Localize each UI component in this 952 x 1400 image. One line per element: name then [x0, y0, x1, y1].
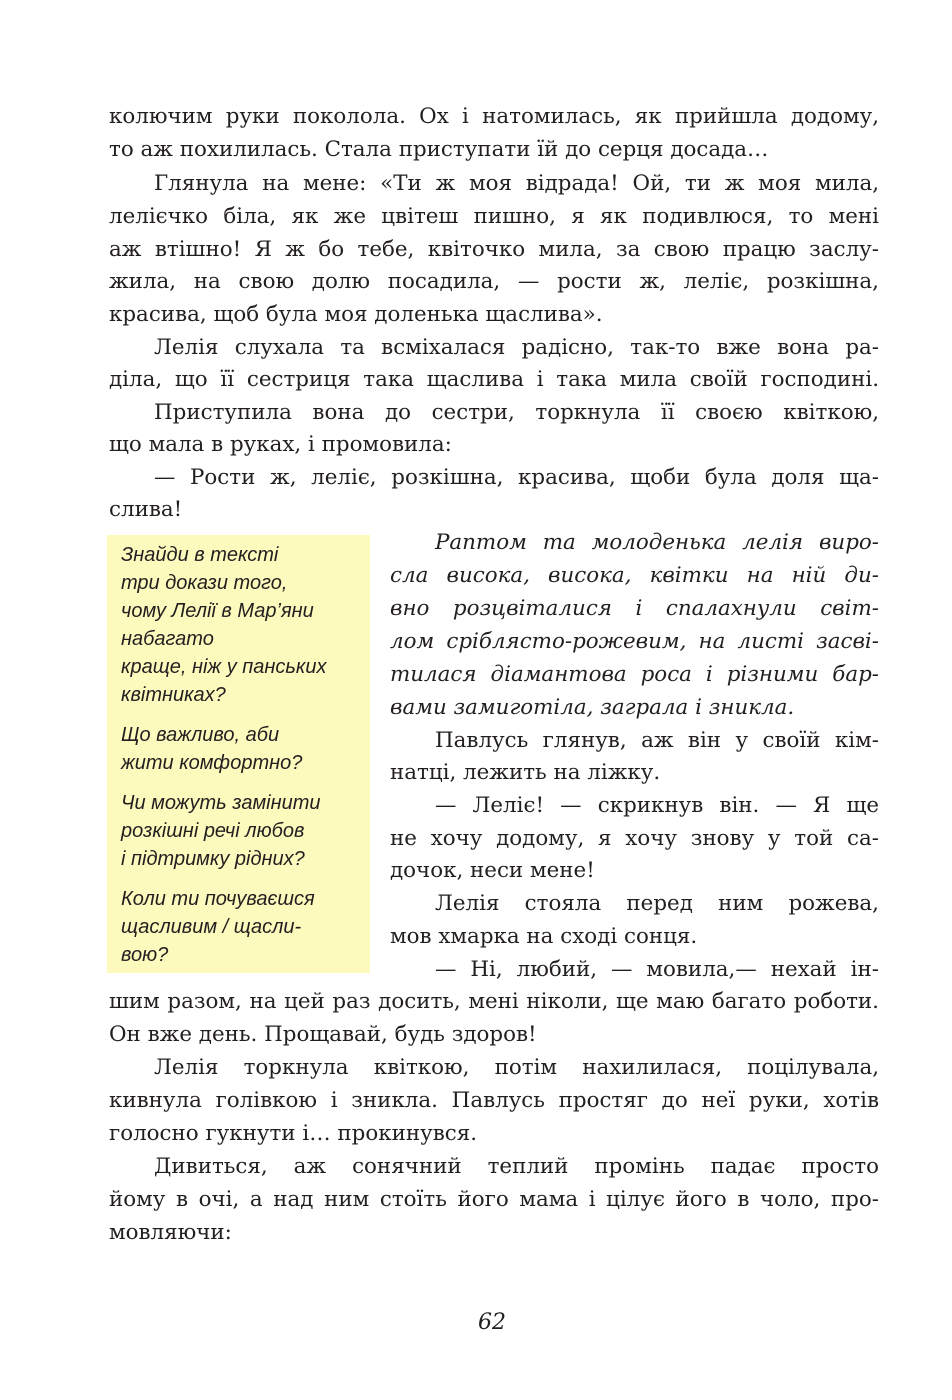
question-line: і підтримку рідних? — [121, 848, 305, 870]
text-line: шим разом, на цей раз досить, мені ніколи, ще маю багато роботи. — [109, 989, 879, 1014]
text-line: — Леліє! — скрикнув він. — Я ще — [435, 793, 879, 818]
text-line: тилася діамантова роса і різними бар- — [390, 662, 879, 687]
text-line: жила, на свою долю посадила, — рости ж, леліє, розкішна, — [109, 269, 879, 294]
text-line: Лелія стояла перед ним рожева, — [435, 891, 879, 916]
text-line: — Рости ж, леліє, розкішна, красива, щоби була доля ща- — [154, 465, 879, 490]
text-line: йому в очі, а над ним стоїть його мама і цілує його в чоло, про- — [109, 1187, 879, 1212]
text-line: дочок, неси мене! — [390, 858, 595, 883]
text-line: колючим руки поколола. Ох і натомилась, як прийшла додому, — [109, 104, 879, 129]
text-line: не хочу додому, я хочу знову у той са- — [390, 826, 879, 851]
text-line: вно розцвіталися і спалахнули світ- — [390, 596, 879, 621]
question-line: розкішні речі любов — [121, 820, 305, 842]
question-line: Чи можуть замінити — [121, 792, 321, 814]
text-line: мов хмарка на сході сонця. — [390, 924, 698, 949]
text-line: — Ні, любий, — мовила,— нехай ін- — [435, 957, 879, 982]
text-line: аж втішно! Я ж бо тебе, квіточко мила, за свою працю заслу- — [109, 237, 879, 262]
text-line: сла висока, висока, квітки на ній ди- — [390, 563, 879, 588]
text-line: Лелія торкнула квіткою, потім нахилилася, поцілувала, — [154, 1055, 879, 1080]
question-line: жити комфортно? — [121, 752, 303, 774]
questions-box — [107, 535, 370, 973]
question-line: краще, ніж у панських — [121, 656, 327, 678]
text-line: вами замиготіла, заграла і зникла. — [390, 695, 795, 720]
text-line: Глянула на мене: «Ти ж моя відрада! Ой, ти ж моя мила, — [154, 171, 879, 196]
text-line: Дивиться, аж сонячний теплий промінь падає просто — [154, 1154, 879, 1179]
question-line: щасливим / щасли- — [121, 916, 302, 938]
text-line: красива, щоб була моя доленька щаслива». — [109, 302, 603, 327]
question-line: квітниках? — [121, 684, 226, 706]
question-line: чому Лелії в Мар’яни — [121, 600, 314, 622]
question-line: Знайди в тексті — [121, 544, 279, 566]
text-line: Павлусь глянув, аж він у своїй кім- — [435, 728, 879, 753]
text-line: слива! — [109, 497, 183, 522]
text-line: натці, лежить на ліжку. — [390, 760, 661, 785]
text-line: Он вже день. Прощавай, будь здоров! — [109, 1022, 537, 1047]
text-line: Раптом та молоденька лелія виро- — [435, 530, 879, 555]
question-line: Що важливо, аби — [121, 724, 280, 746]
text-line: що мала в руках, і промовила: — [109, 432, 452, 457]
text-line: Лелія слухала та всміхалася радісно, так-то вже вона ра- — [154, 335, 879, 360]
text-line: лом сріблясто-рожевим, на листі засві- — [390, 629, 879, 654]
text-line: то аж похилилась. Стала приступати їй до серця досада… — [109, 137, 769, 162]
question-line: набагато — [121, 628, 214, 650]
text-line: діла, що її сестриця така щаслива і така мила своїй господині. — [109, 367, 879, 392]
text-line: кивнула голівкою і зникла. Павлусь простяг до неї руки, хотів — [109, 1088, 879, 1113]
text-line: лелієчко біла, як же цвітеш пишно, я як подивлюся, то мені — [109, 204, 879, 229]
text-line: голосно гукнути і… прокинувся. — [109, 1121, 478, 1146]
question-line: три докази того, — [121, 572, 288, 594]
text-line: Приступила вона до сестри, торкнула її своєю квіткою, — [154, 400, 879, 425]
question-line: вою? — [121, 944, 169, 966]
question-line: Коли ти почуваєшся — [121, 888, 315, 910]
page-number: 62 — [478, 1310, 506, 1335]
text-line: мовляючи: — [109, 1220, 232, 1245]
